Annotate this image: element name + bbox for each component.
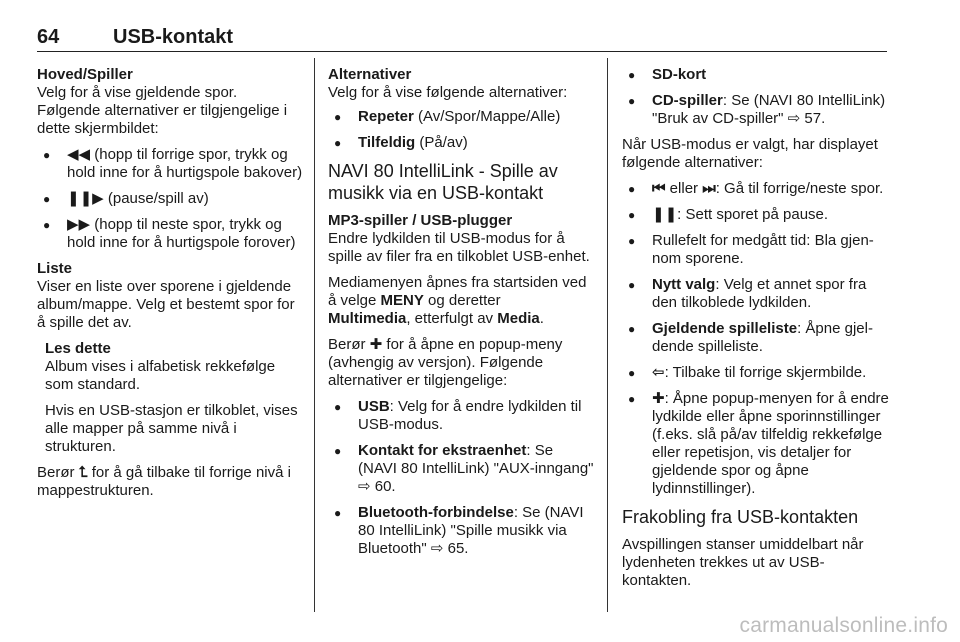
pause-icon: ❚❚ [652,206,678,223]
list-item [622,364,890,382]
back-arrow-icon: ⇦ [652,364,665,381]
section-heading-liste: Liste [37,260,73,277]
text: : Gå til forrige/neste spor. [715,180,884,197]
bullet-list [622,180,890,498]
fast-forward-icon: ▶▶ [67,216,91,233]
term: Nytt valg [652,276,716,293]
rewind-icon: ◀◀ [67,146,91,163]
list-item [328,398,596,434]
section-title: NAVI 80 IntelliLink - Spille av musikk via en USB-kontakt [328,161,558,203]
term: SD-kort [652,66,707,83]
term: Gjeldende spilleliste [652,320,798,337]
list-item-text: (hopp til neste spor, trykk og hold inne for å hurtigspole forover) [67,216,296,251]
watermark: carmanualsonline.info [739,614,948,637]
term: Bluetooth-forbindelse [358,504,514,521]
note-box [45,340,305,456]
term: Kontakt for ekstraenhet [358,442,527,459]
note-heading: Les dette [45,340,111,357]
paragraph [37,464,305,500]
paragraph: Velg for å vise gjeldende spor. [37,84,238,101]
column-2 [328,66,596,566]
bullet-list [622,66,890,128]
paragraph: Følgende alternativer er tilgjengelige i dette skjermbildet: [37,102,288,137]
list-item [328,134,596,152]
skip-back-icon: ⏮ [652,180,666,197]
list-item [622,180,890,198]
list-item [328,442,596,496]
text: : Åpne popup-menyen for å endre lydkilde eller åpne sporinnstillinger (f.eks. slå på/av tilfeldig rekkefølge eller repetisjon, vis detaljer for gjeldende spor og åpne lydinnstillinger). [652,390,889,497]
text: Mediamenyen åpnes fra startsiden ved å velge [328,274,587,309]
list-item [37,146,305,182]
list-item [622,92,890,128]
text: . [539,310,544,327]
paragraph: Viser en liste over sporene i gjeldende album/mappe. Velg et bestemt spor for å spille det av. [37,278,295,331]
text: for å åpne en popup-meny (avhengig av versjon). Følgende alternativer er tilgjengelige: [328,336,563,389]
bullet-list [37,146,305,252]
column-1 [37,66,305,508]
paragraph: Endre lydkilden til USB-modus for å spille av filer fra en tilkoblet USB-enhet. [328,230,590,265]
bullet-list [328,398,596,558]
term: Repeter [358,108,414,125]
list-item [37,190,305,208]
page-ref: ⇨ 60. [358,478,396,495]
text: , etterfulgt av [406,310,498,327]
paragraph [328,336,596,390]
text: : Se (NAVI 80 IntelliLink) "AUX-inngang" [358,442,594,477]
plus-icon: ✚ [369,336,383,353]
term: Tilfeldig [358,134,416,151]
page-title: USB-kontakt [113,26,234,48]
text: Berør [328,336,370,353]
folder-up-icon: ⮤ [78,464,88,481]
page-number: 64 [37,26,60,48]
list-item [37,216,305,252]
list-item [622,206,890,224]
text: : Velg for å endre lydkilden til USB-modus. [358,398,582,433]
term: USB [358,398,390,415]
skip-forward-icon: ⏭ [702,180,716,197]
text: (Av/Spor/Mappe/Alle) [413,108,561,125]
text: : Sett sporet på pause. [677,206,829,223]
list-item-text: (pause/spill av) [103,190,209,207]
column-3 [622,66,890,598]
list-item [622,66,890,84]
bullet-list [328,108,596,152]
list-item [328,108,596,126]
text: eller [665,180,703,197]
plus-icon: ✚ [652,390,665,407]
paragraph: Album vises i alfabetisk rekkefølge som standard. [45,358,276,393]
paragraph: Når USB-modus er valgt, har displayet følgende alternativer: [622,136,878,171]
paragraph: Hvis en USB-stasjon er tilkoblet, vises alle mapper på samme nivå i strukturen. [45,402,298,455]
text: : Velg et annet spor fra den tilkoblede lydkilden. [652,276,867,311]
list-item [622,320,890,356]
text: Rullefelt for medgått tid: Bla gjennom sporene. [652,232,874,267]
text: (På/av) [415,134,468,151]
list-item-text: (hopp til forrige spor, trykk og hold inne for å hurtigspole bakover) [67,146,303,181]
paragraph: Velg for å vise følgende alternativer: [328,84,568,101]
section-heading-hoved: Hoved/Spiller [37,66,133,83]
term: MENY [380,292,424,309]
text: : Tilbake til forrige skjermbilde. [664,364,867,381]
page-header [37,24,887,52]
subsection-heading: MP3-spiller / USB-plugger [328,212,513,229]
pause-play-icon: ❚❚▶ [67,190,104,207]
text: : Se (NAVI 80 IntelliLink) "Spille musikk via Bluetooth" [358,504,584,557]
text: Berør [37,464,79,481]
column-divider-2 [607,58,608,612]
list-item [622,276,890,312]
text: : Åpne gjeldende spilleliste. [652,320,873,355]
page-ref: ⇨ 65. [430,540,469,557]
text: og deretter [423,292,501,309]
paragraph: Avspillingen stanser umiddelbart når lydenheten trekkes ut av USB-kontakten. [622,536,864,589]
list-item [328,504,596,558]
paragraph [328,274,596,328]
section-title: Frakobling fra USB-kontakten [622,507,859,527]
column-divider-1 [314,58,315,612]
list-item [622,390,890,498]
text: for å gå tilbake til forrige nivå i mappestrukturen. [37,464,291,499]
term: Media [497,310,540,327]
term: CD-spiller [652,92,723,109]
term: Multimedia [328,310,407,327]
text: : Se (NAVI 80 IntelliLink) "Bruk av CD-spiller" [652,92,886,127]
section-heading-alternativer: Alternativer [328,66,412,83]
page-ref: ⇨ 57. [787,110,826,127]
list-item [622,232,890,268]
